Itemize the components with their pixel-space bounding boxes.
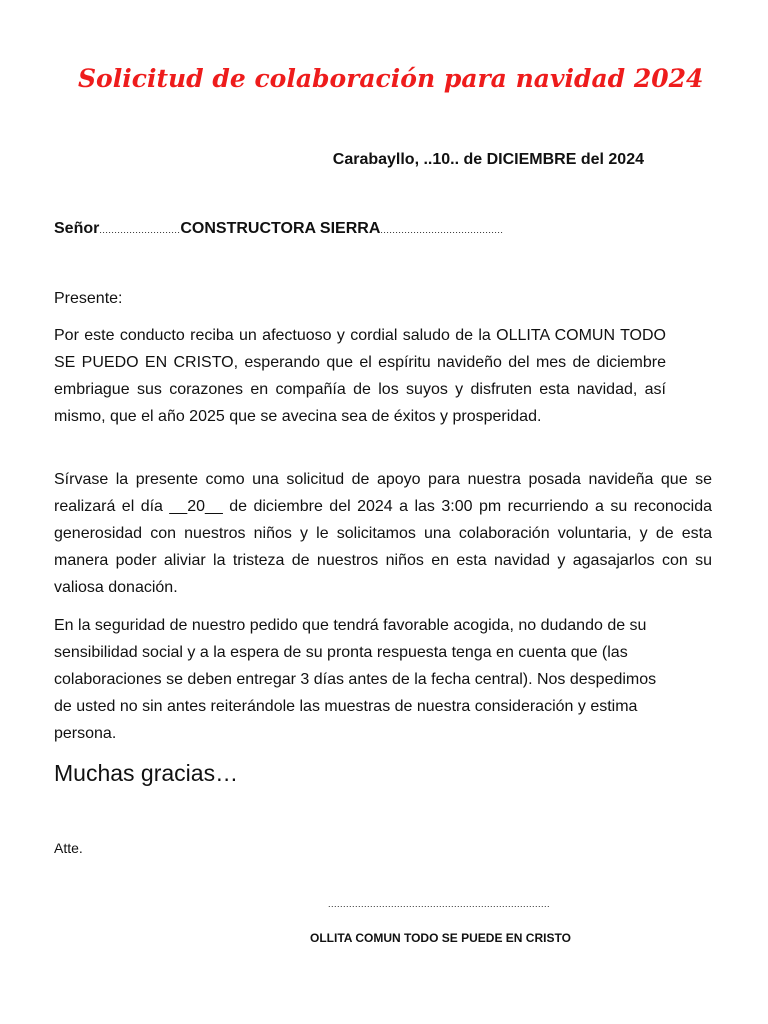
addressee-dots-before: ........................... <box>99 225 181 235</box>
sign-off: Atte. <box>54 840 83 856</box>
addressee-line <box>54 220 503 238</box>
addressee-label: Señor <box>54 220 100 237</box>
signature-line: .......................................................................... <box>328 899 551 909</box>
closing-thanks: Muchas gracias… <box>54 760 239 786</box>
addressee-name: CONSTRUCTORA SIERRA <box>180 220 381 237</box>
date-line: Carabayllo, ..10.. de DICIEMBRE del 2024 <box>332 151 644 168</box>
greeting: Presente: <box>54 290 123 307</box>
paragraph-3: En la seguridad de nuestro pedido que tendrá favorable acogida, no dudando de su sensibilidad social y a la espera de su pronta respuesta tenga en cuenta que (las colaboraciones se deben entregar 3 días antes de la fecha central). Nos despedimos de usted no sin antes reiterándole las muestras de nuestra consideración y estima persona. <box>54 617 657 742</box>
addressee-dots-after: ......................................... <box>380 225 504 235</box>
letter-title: Solicitud de colaboración para navidad 2024 <box>78 64 704 93</box>
paragraph-2: Sírvase la presente como una solicitud de apoyo para nuestra posada navideña que se realizará el día __20__ de diciembre del 2024 a las 3:00 pm recurriendo a su reconocida generosidad con nuestros niños y le solicitamos una colaboración voluntaria, y de esta manera poder aliviar la tristeza de nuestros niños en esta navidad y agasajarlos con su valiosa donación. <box>54 471 712 596</box>
paragraph-1: Por este conducto reciba un afectuoso y cordial saludo de la OLLITA COMUN TODO SE PUEDO EN CRISTO, esperando que el espíritu navideño del mes de diciembre embriague sus corazones en compañía de los suyos y disfruten esta navidad, así mismo, que el año 2025 que se avecina sea de éxitos y prosperidad. <box>54 327 666 425</box>
signature-name: OLLITA COMUN TODO SE PUEDE EN CRISTO <box>310 931 571 945</box>
